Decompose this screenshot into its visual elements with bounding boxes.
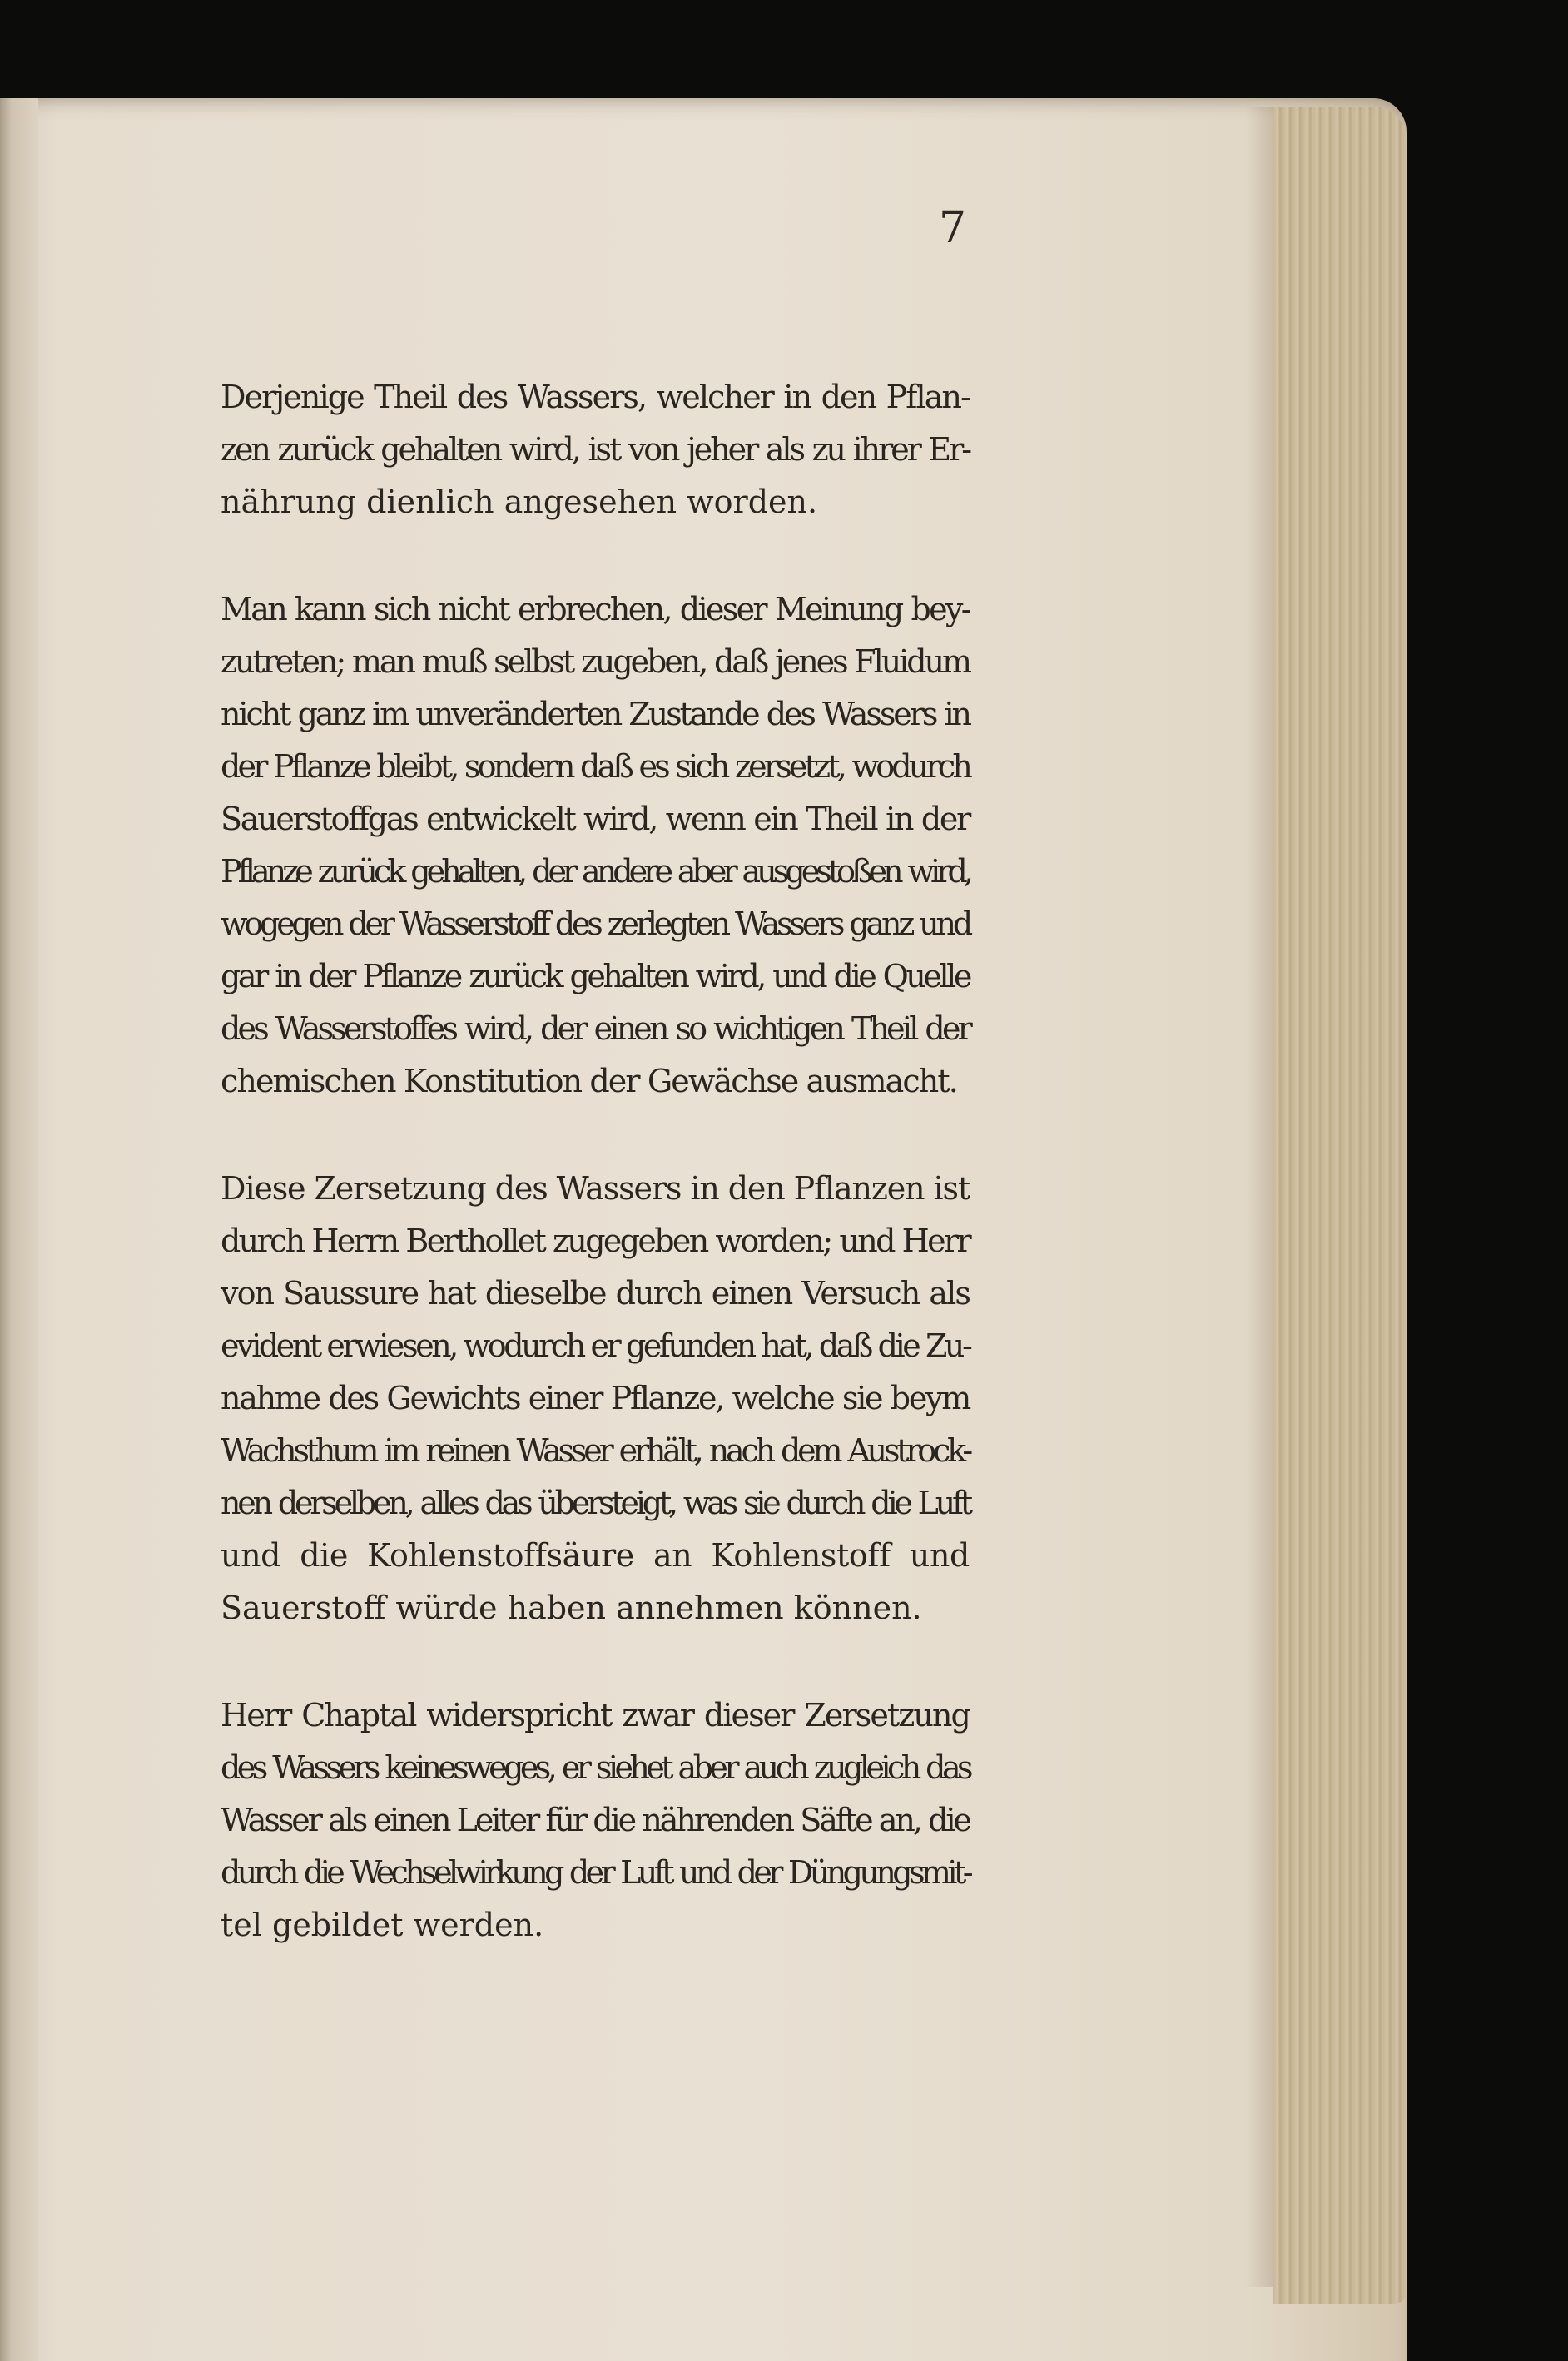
- text-line: Sauerstoffgas entwickelt wird, wenn ein Theil in der: [221, 801, 970, 837]
- paragraph-gap: [171, 1108, 970, 1163]
- paragraph-4: [171, 1689, 970, 1952]
- page-gutter: [0, 98, 38, 2361]
- text-line: evident erwiesen, wodurch er gefunden hat, daß die Zu-: [221, 1327, 970, 1364]
- text-line: des Wasserstoffes wird, der einen so wichtigen Theil der: [221, 1010, 970, 1047]
- text-line: durch Herrn Berthollet zugegeben worden; und Herr: [221, 1223, 970, 1259]
- paragraph-gap: [171, 1634, 970, 1689]
- text-line: Sauerstoff würde haben annehmen können.: [221, 1590, 922, 1626]
- paragraph-1: [171, 371, 970, 528]
- text-line: durch die Wechselwirkung der Luft und der Düngungsmit-: [221, 1854, 970, 1891]
- text-line: Herr Chaptal widerspricht zwar dieser Zersetzung: [221, 1697, 970, 1734]
- text-line: und die Kohlenstoffsäure an Kohlenstoff und: [221, 1537, 970, 1574]
- text-line: zutreten; man muß selbst zugeben, daß jenes Fluidum: [221, 643, 970, 680]
- text-line: gar in der Pflanze zurück gehalten wird, und die Quelle: [221, 958, 970, 994]
- text-line: nahme des Gewichts einer Pflanze, welche sie beym: [221, 1380, 970, 1416]
- paragraph-2: [171, 583, 970, 1108]
- page-stack-edge: [1273, 107, 1407, 2304]
- text-line: Pflanze zurück gehalten, der andere aber ausgestoßen wird,: [221, 853, 970, 890]
- body-text: [171, 371, 970, 1952]
- text-line: Diese Zersetzung des Wassers in den Pflanzen ist: [221, 1170, 970, 1207]
- text-line: nicht ganz im unveränderten Zustande des Wassers in: [221, 696, 970, 732]
- paragraph-gap: [171, 528, 970, 583]
- text-line: Derjenige Theil des Wassers, welcher in den Pflan-: [221, 379, 970, 415]
- text-line: Man kann sich nicht erbrechen, dieser Meinung bey-: [221, 591, 970, 627]
- text-line: Wachsthum im reinen Wasser erhält, nach dem Austrock-: [221, 1432, 970, 1469]
- text-line: wogegen der Wasserstoff des zerlegten Wassers ganz und: [221, 905, 970, 942]
- text-line: tel gebildet werden.: [221, 1907, 544, 1943]
- page-number: 7: [939, 203, 967, 253]
- text-line: nen derselben, alles das übersteigt, was sie durch die Luft: [221, 1485, 970, 1521]
- text-line: chemischen Konstitution der Gewächse ausmacht.: [221, 1063, 957, 1099]
- text-line: des Wassers keinesweges, er siehet aber auch zugleich das: [221, 1749, 970, 1786]
- text-line: Wasser als einen Leiter für die nährenden Säfte an, die: [221, 1802, 970, 1838]
- text-line: nährung dienlich angesehen worden.: [221, 484, 818, 520]
- text-line: der Pflanze bleibt, sondern daß es sich zersetzt, wodurch: [221, 748, 970, 785]
- paragraph-3: [171, 1163, 970, 1634]
- page-edge-shadow: [1245, 107, 1273, 2287]
- text-line: von Saussure hat dieselbe durch einen Versuch als: [221, 1275, 970, 1312]
- text-line: zen zurück gehalten wird, ist von jeher als zu ihrer Er-: [221, 431, 970, 468]
